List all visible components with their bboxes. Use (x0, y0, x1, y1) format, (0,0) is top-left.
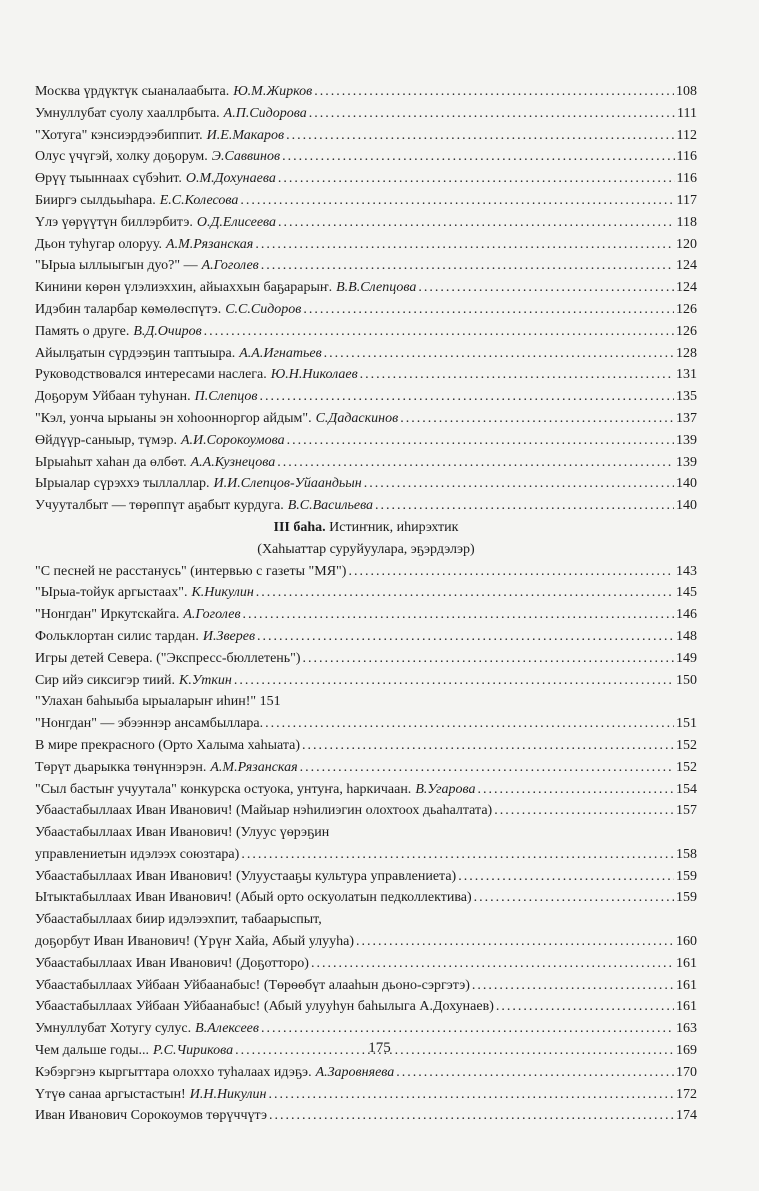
entry-author: Е.С.Колесова (159, 192, 239, 208)
dot-leader (396, 1062, 674, 1084)
dot-leader (324, 343, 674, 365)
entry-author: И.Зверев (202, 628, 256, 644)
toc-entry (35, 582, 697, 604)
entry-page: 170 (676, 1064, 697, 1080)
entry-author: С.Дадаскинов (315, 410, 399, 426)
entry-title: Кэбэргэнэ кыргыттара олохxо туһалаах идэҕэ. (35, 1064, 312, 1080)
entry-page: 148 (676, 628, 697, 644)
dot-leader (472, 975, 674, 997)
entry-title: Убаастабыллаах Уйбаан Уйбаанабыс! (Төрөөбүт алааһын дьоно-сэргэтэ) (35, 977, 470, 993)
entry-page: 124 (676, 280, 697, 296)
entry-author: О.М.Дохунаева (185, 171, 276, 187)
entry-title: Убаастабыллаах биир идэлээхпит, табаарыспыт, (35, 912, 322, 928)
dot-leader (278, 212, 674, 234)
toc-entry (35, 1062, 697, 1084)
dot-leader (400, 408, 674, 430)
entry-title: Руководствовался интересами наслега. (35, 367, 267, 383)
toc-entry (35, 713, 697, 735)
dot-leader (302, 735, 674, 757)
dot-leader (364, 473, 674, 495)
toc-entry (35, 779, 697, 801)
dot-leader (278, 168, 675, 190)
toc-entry (35, 299, 697, 321)
entry-title: Убаастабыллаах Иван Иванович! (Улуус үөрэҕин (35, 825, 330, 841)
entry-page: 161 (676, 999, 697, 1015)
dot-leader (256, 582, 674, 604)
dot-leader (261, 1018, 674, 1040)
entry-author: Ю.М.Жирков (233, 84, 313, 99)
entry-page: 152 (676, 737, 697, 753)
toc-entry (35, 931, 697, 953)
toc-entry (35, 495, 697, 517)
entry-page: 169 (676, 1043, 697, 1059)
toc-entry (35, 343, 697, 365)
toc-entry (35, 212, 697, 234)
dot-leader (282, 146, 674, 168)
entry-title: Учууталбыт — төрөппүт аҕабыт курдуга. (35, 498, 284, 514)
entry-title: управлениетын идэлээх союзтара) (35, 846, 240, 862)
toc-entry (35, 1018, 697, 1040)
entry-title: Ырыалар сүрэххэ тыллаллар. (35, 476, 210, 492)
dot-leader (348, 561, 674, 583)
dot-leader (257, 626, 674, 648)
entry-page: 149 (676, 650, 697, 666)
page-number: 175 (368, 1040, 391, 1056)
dot-leader (478, 779, 674, 801)
entry-title: Идэбин таларбар көмөлөспүтэ. (35, 301, 222, 317)
entry-author: А.М.Рязанская (166, 236, 254, 252)
entry-author: Р.С.Чирикова (153, 1043, 234, 1059)
entry-page: 159 (676, 890, 697, 906)
entry-title: "С песней не расстанусь" (интервью с газеты "МЯ") (35, 563, 347, 579)
entry-page: 143 (676, 563, 697, 579)
entry-title: Убаастабыллаах Уйбаан Уйбаанабыс! (Абый улууһун баһылыга А.Дохунаев) (35, 999, 494, 1015)
toc-entry (35, 103, 697, 125)
dot-leader (458, 866, 674, 888)
toc-entry (35, 1084, 697, 1106)
dot-leader (261, 255, 674, 277)
dot-leader (265, 713, 674, 735)
entry-title: Фольклортан силис тардан. (35, 628, 199, 644)
entry-author: К.Никулин (191, 585, 254, 601)
entry-page: 158 (676, 846, 697, 862)
entry-author: В.В.Слепцова (336, 280, 417, 296)
section-title: Истиҥник, иһирэхтик (329, 519, 459, 535)
entry-title: "Ырыа ыллыыгын дуо?" — (35, 258, 198, 274)
dot-leader (356, 931, 674, 953)
entry-author: В.Угарова (415, 781, 476, 797)
entry-title: доҕорбут Иван Иванович! (Үрүҥ Хайа, Абый улууһа) (35, 934, 355, 950)
dot-leader (240, 190, 674, 212)
entry-author: Ю.Н.Николаев (270, 367, 358, 383)
toc-entry (35, 408, 697, 430)
toc-entry (35, 626, 697, 648)
entry-title: Дьон туһугар олоруу. (35, 236, 163, 252)
toc-entry (35, 975, 697, 997)
dot-leader (494, 800, 674, 822)
entry-page: 152 (676, 759, 697, 775)
dot-leader (269, 1105, 674, 1127)
entry-author: А.М.Рязанская (210, 759, 298, 775)
dot-leader (314, 81, 674, 103)
toc-entry (35, 234, 697, 256)
entry-title: Убаастабыллаах Иван Иванович! (Улуустааҕы культура управлениета) (35, 868, 457, 884)
dot-leader (269, 1084, 675, 1106)
dot-leader (303, 299, 674, 321)
toc-entry (35, 190, 697, 212)
dot-leader (303, 648, 674, 670)
entry-author: А.И.Сорокоумова (180, 432, 285, 448)
entry-page: 131 (676, 367, 697, 383)
entry-author: В.Д.Очиров (133, 323, 202, 339)
entry-title: "Нонгдан" — эбээннэр ансамбыллара. (35, 716, 264, 732)
entry-page: 118 (676, 214, 697, 230)
toc-entry (35, 691, 697, 713)
entry-title: Умнуллубат Хотугу сулус. (35, 1021, 192, 1037)
entry-author: А.А.Кузнецова (190, 454, 276, 470)
entry-page: 128 (676, 345, 697, 361)
dot-leader (360, 364, 674, 386)
entry-page: 140 (676, 476, 697, 492)
entry-title: Иван Иванович Сорокоумов төрүччүтэ (35, 1108, 267, 1124)
dot-leader (375, 495, 674, 517)
toc-entry (35, 430, 697, 452)
entry-title: Умнуллубат суолу хааллрбыта. (35, 105, 220, 121)
entry-title: Убаастабыллаах Иван Иванович! (Майыар нэһилиэгин олохтоох дьаһалтата) (35, 803, 493, 819)
toc-entry (35, 364, 697, 386)
entry-page: 126 (676, 301, 697, 317)
entry-page: 137 (676, 410, 697, 426)
entry-title: Өйдүүр-саныыр, түмэр. (35, 432, 177, 448)
dot-leader (309, 103, 675, 125)
entry-page: 161 (676, 955, 697, 971)
dot-leader (277, 452, 674, 474)
dot-leader (496, 996, 674, 1018)
entry-title: Ытыктабыллаах Иван Иванович! (Абый орто оскуолатын педколлектива) (35, 890, 472, 906)
dot-leader (260, 386, 674, 408)
dot-leader (255, 234, 674, 256)
entry-page: 116 (676, 149, 697, 165)
entry-author: А.П.Сидорова (223, 105, 307, 121)
toc-entry (35, 604, 697, 626)
section-subtitle: (Хаһыаттар суруйуулара, эҕэрдэлэр) (257, 541, 475, 557)
toc-entry (35, 648, 697, 670)
entry-title: "Хотуга" кэнсиэрдээбиппит. (35, 127, 203, 143)
toc-entry (35, 996, 697, 1018)
entry-title: Игры детей Севера. ("Экспресс-бюллетень") (35, 650, 301, 666)
entry-title: "Улахан баһыыба ырыаларыҥ иһин!" 151 (35, 694, 281, 710)
entry-title: Бииргэ сылдьыһара. (35, 192, 156, 208)
toc-entry (35, 757, 697, 779)
entry-author: А.Гоголев (183, 607, 241, 623)
entry-page: 139 (676, 432, 697, 448)
toc-entry (35, 473, 697, 495)
toc-section-1 (35, 81, 697, 517)
entry-title: Память о друге. (35, 323, 130, 339)
entry-page: 112 (676, 127, 697, 143)
toc-entry (35, 386, 697, 408)
entry-title: Айылҕатын сүрдээҕин таптыыра. (35, 345, 236, 361)
entry-page: 135 (676, 389, 697, 405)
entry-author: А.Гоголев (201, 258, 259, 274)
toc-entry (35, 1105, 697, 1127)
toc-entry (35, 866, 697, 888)
entry-page: 159 (676, 868, 697, 884)
toc-entry (35, 146, 697, 168)
dot-leader (234, 670, 674, 692)
toc-entry (35, 452, 697, 474)
entry-page: 161 (676, 977, 697, 993)
toc-entry (35, 255, 697, 277)
entry-title: Үлэ үөрүүтүн биллэрбитэ. (35, 214, 193, 230)
dot-leader (300, 757, 674, 779)
entry-page: 157 (676, 803, 697, 819)
entry-title: Москва үрдүктүк сыаналаабыта. (35, 84, 230, 99)
entry-page: 163 (676, 1021, 697, 1037)
entry-page: 139 (676, 454, 697, 470)
entry-title: "Сыл бастыҥ учуутала" конкурска остуока, унтуҥа, һаркичаан. (35, 781, 412, 797)
entry-page: 146 (676, 607, 697, 623)
entry-title: Чем дальше годы... (35, 1043, 150, 1059)
entry-page: 120 (676, 236, 697, 252)
dot-leader (418, 277, 674, 299)
entry-author: С.С.Сидоров (225, 301, 302, 317)
entry-title: Олус үчүгэй, холку доҕорум. (35, 149, 208, 165)
dot-leader (287, 430, 674, 452)
entry-author: П.Слепцов (194, 389, 258, 405)
entry-author: И.Н.Никулин (189, 1086, 267, 1102)
entry-author: В.Алексеев (195, 1021, 259, 1037)
toc-entry (35, 277, 697, 299)
entry-author: В.С.Васильева (287, 498, 374, 514)
toc-entry (35, 909, 697, 931)
toc-entry (35, 81, 697, 103)
section-heading (35, 517, 697, 539)
entry-author: А.Заровняева (315, 1064, 395, 1080)
toc-entry (35, 887, 697, 909)
entry-page: 154 (676, 781, 697, 797)
entry-title: Өрүү тыыннаах сүбэһит. (35, 171, 182, 187)
entry-page: 150 (676, 672, 697, 688)
section-part-label: III баһа. (273, 519, 326, 535)
entry-author: Э.Саввинов (211, 149, 281, 165)
entry-page: 160 (676, 934, 697, 950)
toc-entry (35, 953, 697, 975)
entry-title: "Нонгдан" Иркутскайга. (35, 607, 180, 623)
toc-entry (35, 561, 697, 583)
entry-title: "Ырыа-тойук аргыстаах". (35, 585, 188, 601)
entry-title: В мире прекрасного (Орто Халыма хаһыата) (35, 737, 301, 753)
entry-page: 124 (676, 258, 697, 274)
entry-author: К.Уткин (179, 672, 232, 688)
entry-title: Доҕорум Уйбаан туһунан. (35, 389, 191, 405)
entry-title: Кинини көрөн үлэлиэххин, айыаххын баҕарарыҥ. (35, 280, 333, 296)
entry-title: Үтүө санаа аргыстастын! (35, 1086, 186, 1102)
entry-title: Сир ийэ сиксигэр тиий. (35, 672, 176, 688)
entry-author: А.А.Игнатьев (239, 345, 322, 361)
toc-entry (35, 844, 697, 866)
entry-title: Убаастабыллаах Иван Иванович! (Доҕотторо) (35, 955, 309, 971)
entry-page: 116 (676, 171, 697, 187)
toc-entry (35, 321, 697, 343)
entry-page: 108 (676, 84, 697, 99)
entry-title: Ырыаһыт хаһан да өлбөт. (35, 454, 187, 470)
entry-title: Төрүт дьарыкка төнүннэрэн. (35, 759, 207, 775)
dot-leader (241, 844, 674, 866)
entry-page: 117 (676, 192, 697, 208)
entry-page: 172 (676, 1086, 697, 1102)
entry-page: 145 (676, 585, 697, 601)
entry-page: 174 (676, 1108, 697, 1124)
dot-leader (243, 604, 674, 626)
toc-entry (35, 125, 697, 147)
entry-page: 140 (676, 498, 697, 514)
dot-leader (474, 887, 674, 909)
dot-leader (286, 125, 674, 147)
toc-entry (35, 168, 697, 190)
toc-entry (35, 670, 697, 692)
table-of-contents (35, 81, 697, 1127)
entry-title: "Кэл, уонча ырыаны эн хоһоонноргор айдым". (35, 410, 312, 426)
entry-page: 111 (677, 105, 697, 121)
toc-entry (35, 822, 697, 844)
entry-page: 151 (676, 716, 697, 732)
entry-author: И.И.Слепцов-Уйаандьын (213, 476, 362, 492)
toc-entry (35, 800, 697, 822)
entry-author: И.Е.Макаров (206, 127, 285, 143)
toc-entry (35, 735, 697, 757)
dot-leader (311, 953, 674, 975)
entry-author: О.Д.Елисеева (196, 214, 277, 230)
dot-leader (204, 321, 674, 343)
entry-page: 126 (676, 323, 697, 339)
